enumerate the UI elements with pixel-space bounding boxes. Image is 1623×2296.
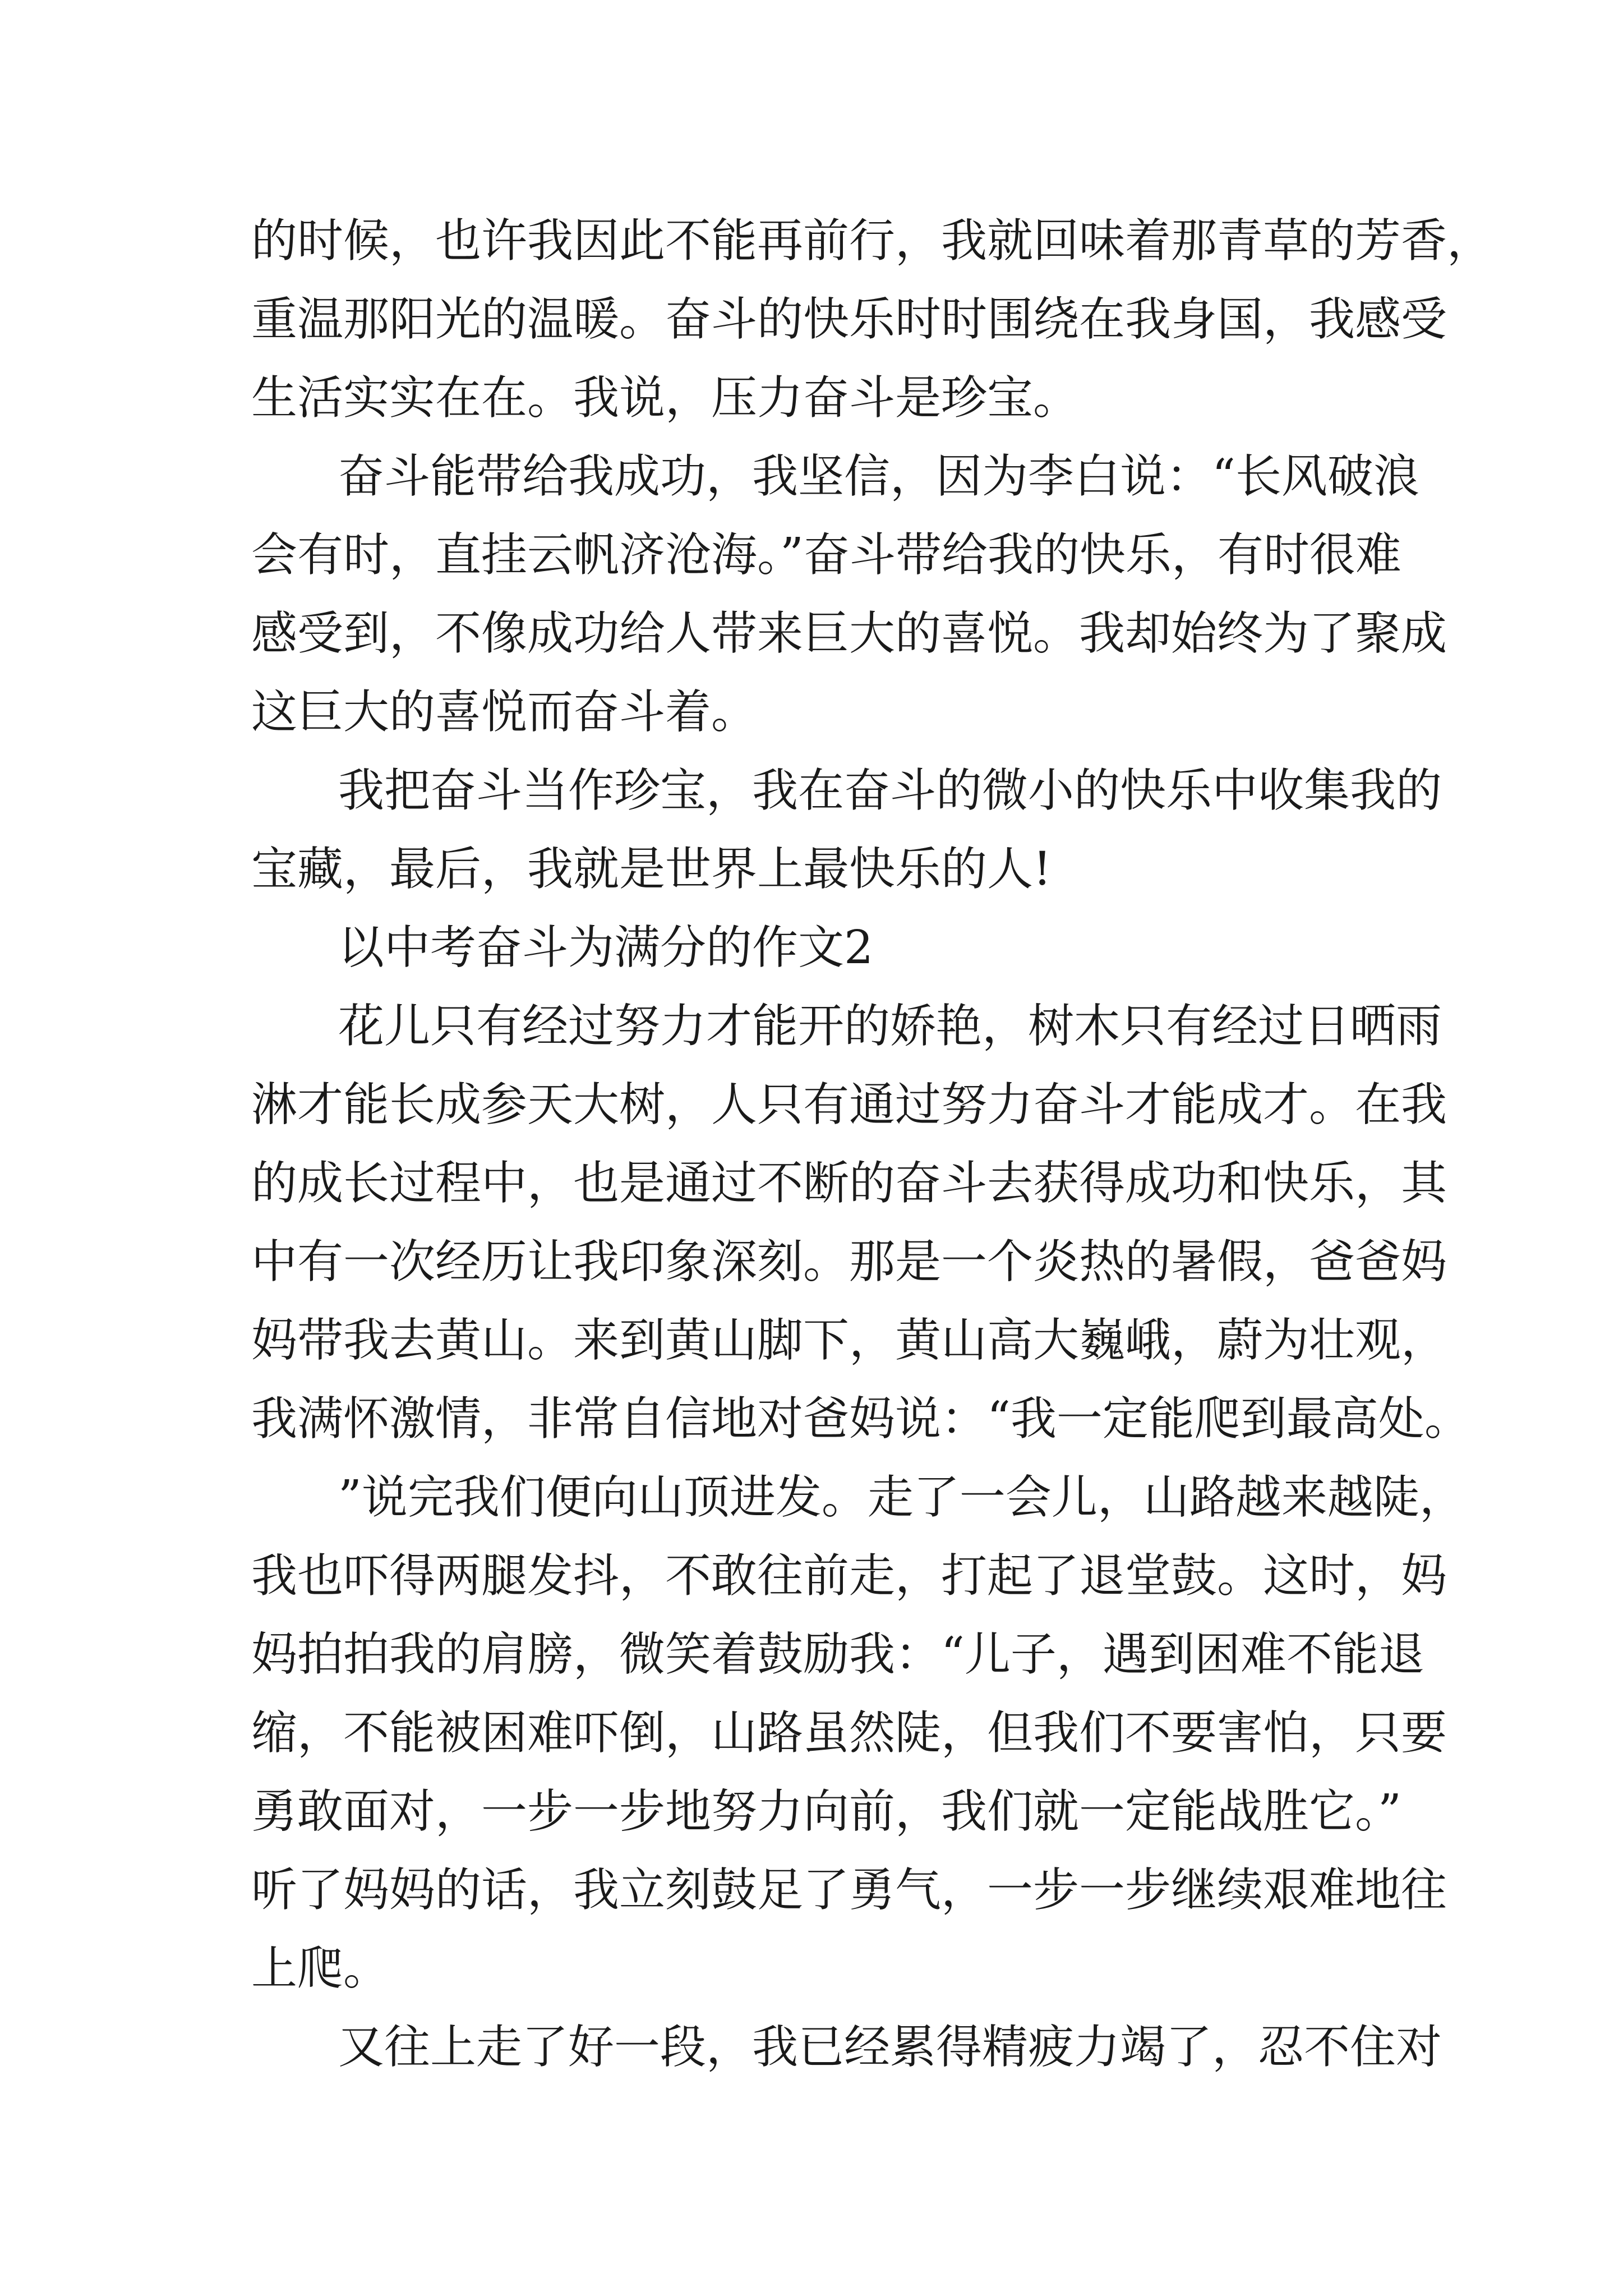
text-line: 的时候，也许我因此不能再前行，我就回味着那青草的芳香， [251,214,1493,268]
text-line: 上爬。 [251,1942,390,1995]
text-line: 缩，不能被困难吓倒，山路虽然陡，但我们不要害怕，只要 [251,1706,1447,1760]
text-line: 妈拍拍我的肩膀，微笑着鼓励我：“儿子，遇到困难不能退 [251,1628,1424,1681]
text-line: 的成长过程中，也是通过不断的奋斗去获得成功和快乐，其 [251,1157,1447,1210]
paragraph-first-line: 奋斗能带给我成功，我坚信，因为李白说：“长风破浪 [338,450,1419,503]
text-line: 会有时，直挂云帆济沧海。”奋斗带给我的快乐，有时很难 [251,528,1401,582]
paragraph-first-line: 又往上走了好一段，我已经累得精疲力竭了，忍不住对 [338,2021,1442,2074]
section-heading: 以中考奋斗为满分的作文2 [338,921,874,974]
text-line: 淋才能长成参天大树，人只有通过努力奋斗才能成才。在我 [251,1078,1447,1131]
paragraph-first-line: ”说完我们便向山顶进发。走了一会儿，山路越来越陡， [338,1471,1465,1524]
text-line: 勇敢面对，一步一步地努力向前，我们就一定能战胜它。” [251,1785,1401,1838]
text-line: 这巨大的喜悦而奋斗着。 [251,685,758,739]
text-line: 听了妈妈的话，我立刻鼓足了勇气，一步一步继续艰难地往 [251,1864,1447,1917]
text-line: 中有一次经历让我印象深刻。那是一个炎热的暑假，爸爸妈 [251,1235,1447,1289]
text-line: 感受到，不像成功给人带来巨大的喜悦。我却始终为了聚成 [251,607,1447,660]
text-line: 我满怀激情，非常自信地对爸妈说：“我一定能爬到最高处。 [251,1392,1470,1446]
paragraph-first-line: 花儿只有经过努力才能开的娇艳，树木只有经过日晒雨 [338,1000,1442,1053]
text-line: 我也吓得两腿发抖，不敢往前走，打起了退堂鼓。这时，妈 [251,1549,1447,1603]
text-line: 宝藏，最后，我就是世界上最快乐的人! [251,843,1052,896]
text-line: 妈带我去黄山。来到黄山脚下，黄山高大巍峨，蔚为壮观， [251,1314,1447,1367]
text-line: 生活实实在在。我说，压力奋斗是珍宝。 [251,371,1080,425]
text-line: 重温那阳光的温暖。奋斗的快乐时时围绕在我身国，我感受 [251,293,1447,346]
paragraph-first-line: 我把奋斗当作珍宝，我在奋斗的微小的快乐中收集我的 [338,764,1442,817]
